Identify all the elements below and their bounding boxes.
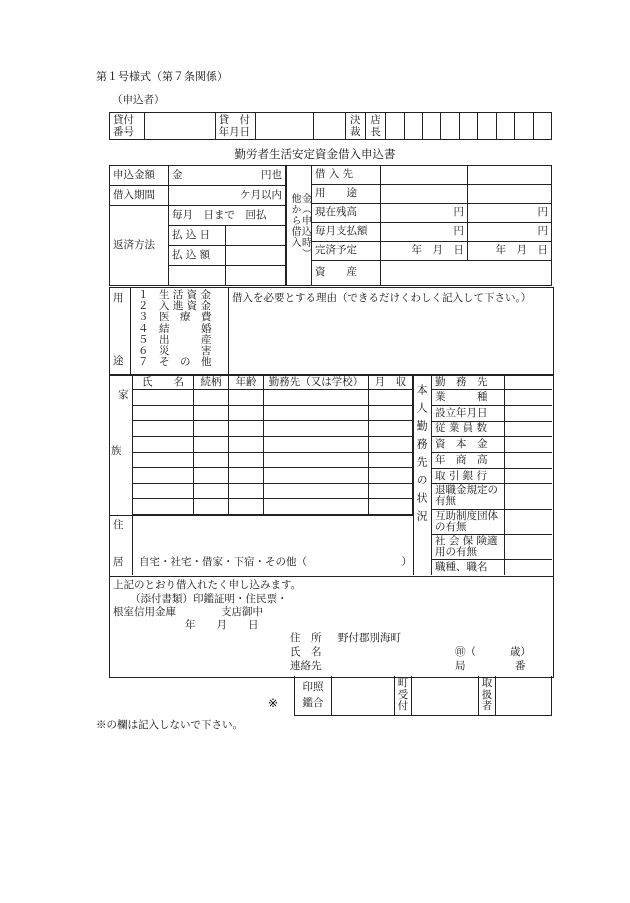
stamp-cell[interactable] <box>386 113 404 140</box>
divider <box>130 287 131 374</box>
family-cell[interactable] <box>194 452 229 468</box>
debt-col1[interactable] <box>381 185 468 204</box>
family-cell[interactable] <box>264 436 369 452</box>
family-label-1: 家 <box>118 389 129 401</box>
divider <box>132 515 133 575</box>
employer-row-label: 年 商 高 <box>432 452 505 468</box>
address-value[interactable]: 野付郡別海町 <box>338 632 401 644</box>
attached-documents: （添付書類）印鑑証明・住民票・ <box>130 593 288 605</box>
debt-col1[interactable]: 年 月 日 <box>381 242 468 261</box>
bank-name: 根室信用金庫 <box>113 606 176 618</box>
employer-field[interactable] <box>505 437 553 453</box>
handler-label: 取 扱 者 <box>479 676 496 716</box>
employer-row-label: 勤 務 先 <box>432 375 505 390</box>
employer-field[interactable] <box>505 405 553 421</box>
debt-col2[interactable]: 年 月 日 <box>468 242 552 261</box>
employer-field[interactable] <box>505 484 553 509</box>
purpose-option[interactable]: ３ 医 療 費 <box>138 311 212 324</box>
employer-row-label: 業 種 <box>432 390 505 406</box>
employer-field[interactable] <box>505 509 553 534</box>
family-header-workplace: 勤務先（又は学校） <box>264 375 369 390</box>
family-table <box>132 375 413 515</box>
family-cell[interactable] <box>369 421 413 437</box>
debt-col1[interactable] <box>381 166 468 185</box>
payment-date-label: 払 込 日 <box>169 226 226 246</box>
stamp-cell[interactable] <box>441 113 459 140</box>
family-cell[interactable] <box>194 390 229 406</box>
debt-row-label: 借 入 先 <box>312 166 381 185</box>
debt-row-label: 現在残高 <box>312 204 381 223</box>
family-cell[interactable] <box>229 483 264 499</box>
phone-number-label: 番 <box>515 660 526 672</box>
amount-field[interactable] <box>169 166 286 186</box>
family-cell[interactable] <box>194 405 229 421</box>
stamp-cell[interactable] <box>459 113 477 140</box>
repay-label: 返済方法 <box>110 206 169 286</box>
purpose-label-bottom: 途 <box>113 355 124 367</box>
employer-field[interactable] <box>505 468 553 484</box>
family-cell[interactable] <box>133 499 194 515</box>
payment-date-field[interactable] <box>226 226 286 246</box>
family-cell[interactable] <box>194 483 229 499</box>
purpose-option[interactable]: ５ 出 産 <box>138 333 212 346</box>
amount-prefix: 金 <box>172 168 183 181</box>
decision-label: 決 裁 <box>345 113 365 140</box>
other-debts-side-label: 他から借入 金（申込時） <box>287 166 312 286</box>
family-cell[interactable] <box>229 499 264 515</box>
purpose-option[interactable]: ４ 結 婚 <box>138 322 212 335</box>
family-cell[interactable] <box>369 468 413 484</box>
loan-number-field[interactable] <box>145 113 216 140</box>
blank-cell[interactable] <box>226 266 286 286</box>
purpose-label-top: 用 <box>113 292 124 304</box>
loan-number-label: 貸付 番号 <box>110 113 145 140</box>
reason-instruction: 借入を必要とする理由（できるだけくわしく記入して下さい。） <box>232 292 532 304</box>
application-statement: 上記のとおり借入れたく申し込みます。 <box>113 579 302 591</box>
loan-date-label: 貸 付 年月日 <box>215 113 255 140</box>
branch-label: 支店御中 <box>221 606 263 618</box>
debt-col1[interactable]: 円 <box>381 223 468 242</box>
purpose-option[interactable]: １ 生 活 資 金 <box>138 289 212 301</box>
family-cell[interactable] <box>229 436 264 452</box>
family-cell[interactable] <box>369 452 413 468</box>
office-use-mark: ※ <box>268 696 279 710</box>
debt-col2[interactable] <box>468 185 552 204</box>
divider <box>413 375 414 575</box>
spacer-cell <box>314 113 345 140</box>
employer-row-label: 退職金規定の有無 <box>432 484 505 509</box>
office-use-top-table <box>109 112 552 140</box>
debt-col1[interactable]: 円 <box>381 204 468 223</box>
employer-field[interactable] <box>505 559 553 575</box>
debt-row-label: 毎月支払額 <box>312 223 381 242</box>
debt-col2[interactable] <box>468 166 552 185</box>
employer-field[interactable] <box>505 452 553 468</box>
debt-row-label: 完済予定 <box>312 242 381 261</box>
family-cell[interactable] <box>229 452 264 468</box>
family-cell[interactable] <box>194 499 229 515</box>
family-cell[interactable] <box>264 452 369 468</box>
period-field[interactable]: ケ月以内 <box>169 186 286 206</box>
family-cell[interactable] <box>369 390 413 406</box>
employer-field[interactable] <box>505 375 553 390</box>
family-cell[interactable] <box>229 405 264 421</box>
residence-options[interactable]: 自宅・社宅・借家・下宿・その他（ ） <box>139 556 412 568</box>
form-title: 勤労者生活安定資金借入申込書 <box>234 147 396 161</box>
employer-row-label: 取 引 銀 行 <box>432 468 505 484</box>
repay-schedule[interactable]: 毎月 日まで 回払 <box>169 206 286 226</box>
family-cell[interactable] <box>133 390 194 406</box>
family-cell[interactable] <box>264 405 369 421</box>
employer-field[interactable] <box>505 534 553 559</box>
residence-label-1: 住 <box>113 519 124 531</box>
family-cell[interactable] <box>264 468 369 484</box>
family-cell[interactable] <box>264 499 369 515</box>
amount-label: 申込金額 <box>110 166 169 186</box>
period-label: 借入期間 <box>110 186 169 206</box>
seal-check-label: 印照 鑑合 <box>295 676 332 716</box>
payment-amount-field[interactable] <box>226 246 286 266</box>
family-label-2: 族 <box>111 445 122 457</box>
handler-field[interactable] <box>496 676 552 716</box>
applicant-label: （申込者） <box>112 94 165 106</box>
other-debts-table <box>286 165 552 286</box>
family-cell[interactable] <box>264 421 369 437</box>
family-cell[interactable] <box>133 436 194 452</box>
phone-exchange-label: 局 <box>455 660 466 672</box>
family-cell[interactable] <box>264 390 369 406</box>
family-cell[interactable] <box>229 421 264 437</box>
town-receipt-field[interactable] <box>412 676 479 716</box>
family-cell[interactable] <box>194 436 229 452</box>
family-cell[interactable] <box>133 421 194 437</box>
blank-cell <box>169 266 226 286</box>
family-header-relation: 続柄 <box>194 375 229 390</box>
seal-check-field[interactable] <box>332 676 395 716</box>
manager-label: 店 長 <box>365 113 385 140</box>
address-label: 住 所 <box>290 632 322 644</box>
debt-row-label: 資 産 <box>312 261 381 286</box>
stamp-cell[interactable] <box>423 113 441 140</box>
residence-label-2: 居 <box>113 556 124 568</box>
employer-field[interactable] <box>505 421 553 437</box>
loan-date-field[interactable] <box>255 113 313 140</box>
family-cell[interactable] <box>133 468 194 484</box>
family-cell[interactable] <box>194 421 229 437</box>
seal-mark: ㊞（ <box>455 646 476 658</box>
employer-row-label: 設立年月日 <box>432 405 505 421</box>
contact-label: 連絡先 <box>290 660 322 672</box>
employer-table <box>431 375 552 575</box>
family-cell[interactable] <box>133 452 194 468</box>
family-cell[interactable] <box>194 468 229 484</box>
assets-field[interactable] <box>381 261 552 286</box>
employer-row-label: 互助制度団体の有無 <box>432 509 505 534</box>
age-label: 歳） <box>510 646 531 658</box>
family-cell[interactable] <box>229 468 264 484</box>
application-date[interactable]: 年 月 日 <box>185 619 259 631</box>
debt-row-label: 用 途 <box>312 185 381 204</box>
family-cell[interactable] <box>133 483 194 499</box>
purpose-option[interactable]: ２ 入 進 資 金 <box>138 300 212 313</box>
footnote: ※の欄は記入しないで下さい。 <box>96 719 243 731</box>
family-cell[interactable] <box>133 405 194 421</box>
family-header-age: 年齢 <box>229 375 264 390</box>
amount-suffix: 円也 <box>261 168 282 181</box>
employer-side-label: 本人勤務先の状況 <box>415 384 429 528</box>
town-receipt-label: 町 受 付 <box>395 676 412 716</box>
purpose-option[interactable]: ６ 災 害 <box>138 345 212 358</box>
stamp-cell[interactable] <box>478 113 496 140</box>
debt-col2[interactable]: 円 <box>468 223 552 242</box>
family-cell[interactable] <box>369 499 413 515</box>
debt-col2[interactable]: 円 <box>468 204 552 223</box>
employer-field[interactable] <box>505 390 553 406</box>
payment-amount-label: 払 込 額 <box>169 246 226 266</box>
office-use-bottom-table <box>294 676 552 716</box>
purpose-option[interactable]: ７ そ の 他 <box>138 356 212 369</box>
family-cell[interactable] <box>264 483 369 499</box>
family-cell[interactable] <box>369 405 413 421</box>
employer-row-label: 職種、職名 <box>432 559 505 575</box>
employer-row-label: 社 会 保 険適用の有無 <box>432 534 505 559</box>
stamp-cell[interactable] <box>496 113 514 140</box>
purpose-options[interactable] <box>138 290 212 368</box>
divider <box>228 287 229 374</box>
family-header-name: 氏 名 <box>133 375 194 390</box>
form-number: 第１号様式（第７条関係） <box>96 70 228 83</box>
stamp-cell[interactable] <box>533 113 552 140</box>
family-cell[interactable] <box>369 483 413 499</box>
family-cell[interactable] <box>229 390 264 406</box>
family-cell[interactable] <box>369 436 413 452</box>
name-label: 氏 名 <box>290 646 322 658</box>
family-header-income: 月 収 <box>369 375 413 390</box>
employer-row-label: 資 本 金 <box>432 437 505 453</box>
divider <box>109 515 413 516</box>
stamp-cell[interactable] <box>404 113 422 140</box>
stamp-cell[interactable] <box>515 113 533 140</box>
employer-row-label: 従 業 員 数 <box>432 421 505 437</box>
loan-terms-table <box>109 165 286 286</box>
